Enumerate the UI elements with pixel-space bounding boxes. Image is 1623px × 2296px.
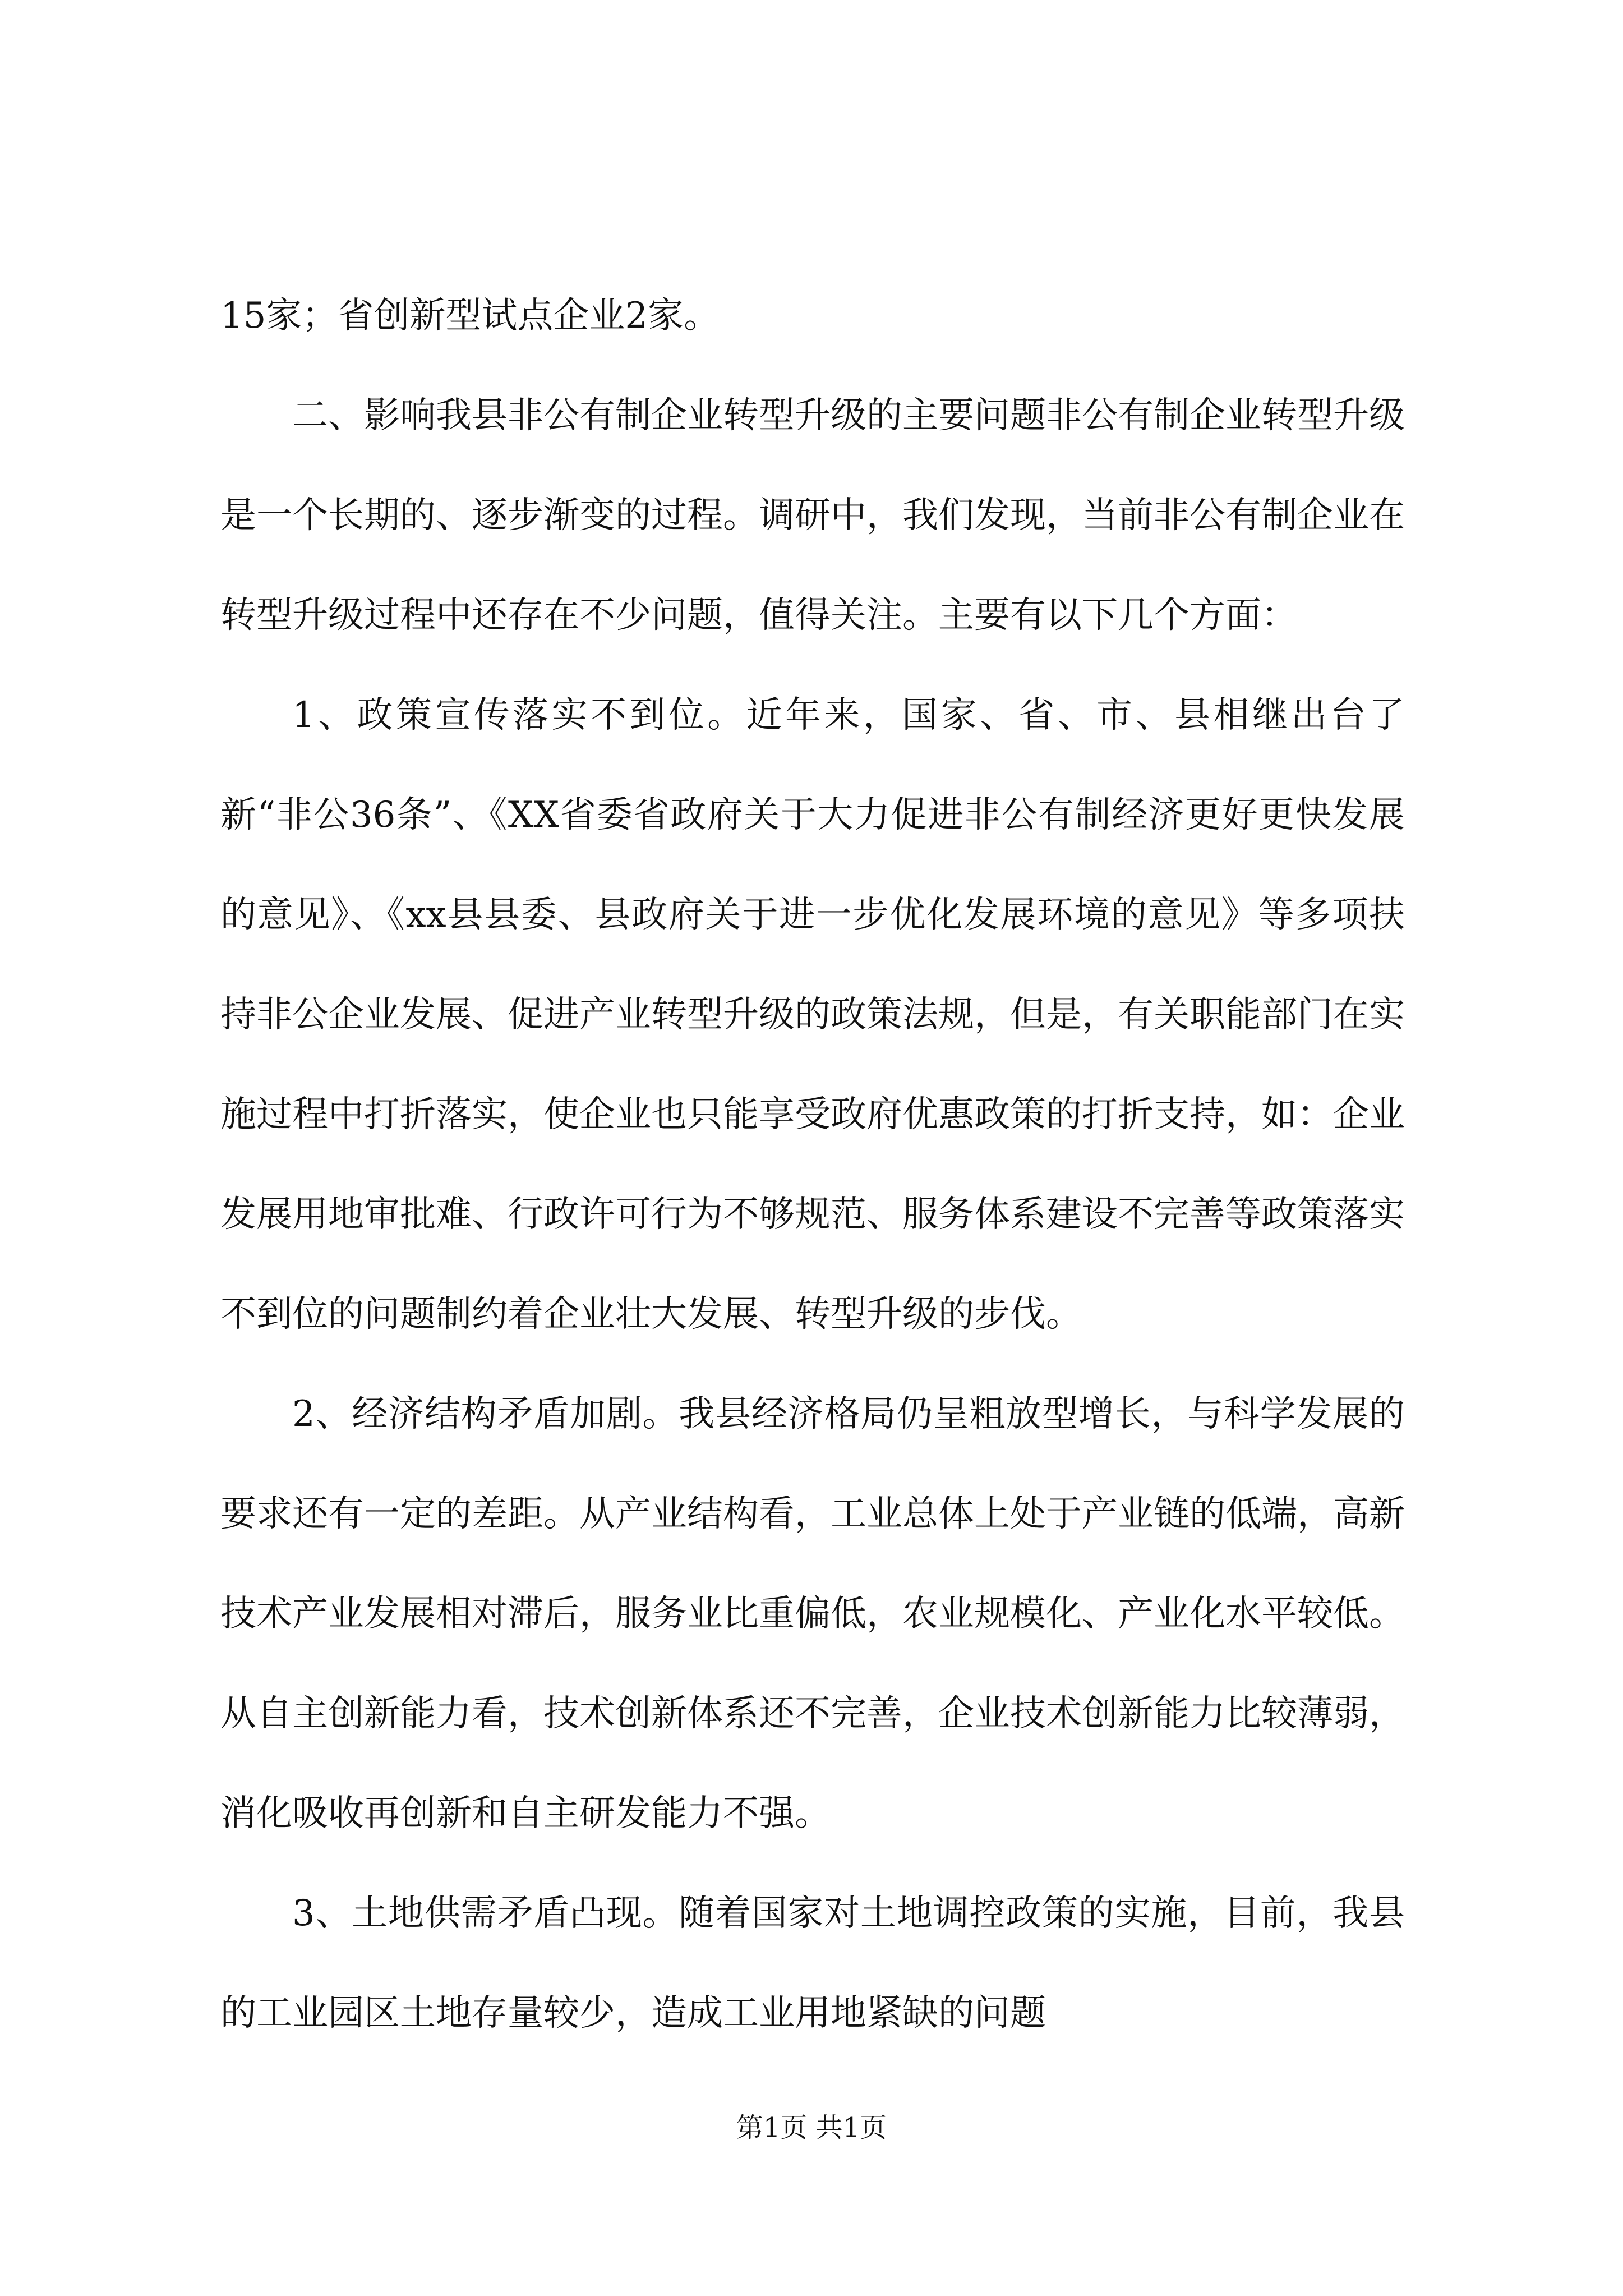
paragraph-2: 二、影响我县非公有制企业转型升级的主要问题非公有制企业转型升级是一个长期的、逐步渐变的过程。调研中，我们发现，当前非公有制企业在转型升级过程中还存在不少问题，值得关注。主要有以下几个方面： [220, 395, 1405, 636]
paragraph-5: 3、土地供需矛盾凸现。随着国家对土地调控政策的实施，目前，我县的工业园区土地存量较少，造成工业用地紧缺的问题 [220, 1893, 1405, 2034]
page-footer: 第1页 共1页 [736, 2112, 887, 2143]
paragraph-1: 15家；省创新型试点企业2家。 [220, 295, 720, 337]
paragraph-3: 1、政策宣传落实不到位。近年来，国家、省、市、县相继出台了新“非公36条”、《XX省委省政府关于大力促进非公有制经济更好更快发展的意见》、《xx县县委、县政府关于进一步优化发展环境的意见》等多项扶持非公企业发展、促进产业转型升级的政策法规，但是，有关职能部门在实施过程中打折落实，使企业也只能享受政府优惠政策的打折支持，如：企业发展用地审批难、行政许可行为不够规范、服务体系建设不完善等政策落实不到位的问题制约着企业壮大发展、转型升级的步伐。 [220, 694, 1405, 1335]
paragraph-4: 2、经济结构矛盾加剧。我县经济格局仍呈粗放型增长，与科学发展的要求还有一定的差距。从产业结构看，工业总体上处于产业链的低端，高新技术产业发展相对滞后，服务业比重偏低，农业规模化、产业化水平较低。从自主创新能力看，技术创新体系还不完善，企业技术创新能力比较薄弱，消化吸收再创新和自主研发能力不强。 [220, 1393, 1405, 1834]
document-body [220, 266, 1405, 2063]
